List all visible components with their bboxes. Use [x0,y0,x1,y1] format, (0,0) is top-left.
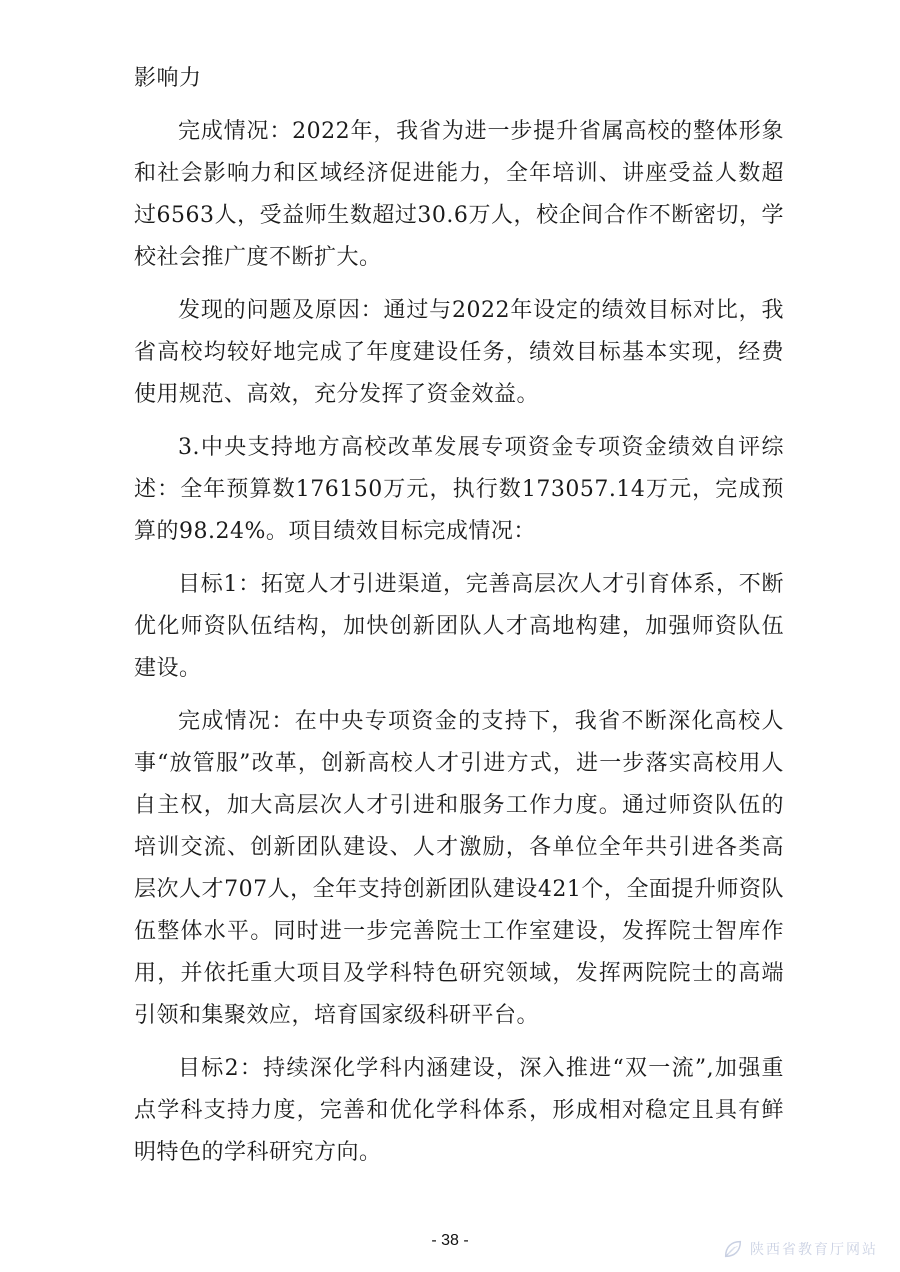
document-body [134,58,784,1174]
page-number: - 38 - [431,1232,469,1249]
paragraph-continuation: 影响力 [134,66,202,91]
paragraph-goal-1: 目标1：拓宽人才引进渠道，完善高层次人才引育体系，不断优化师资队伍结构，加快创新团队人才高地构建，加强师资队伍建设。 [134,572,784,681]
paragraph-goal-2: 目标2：持续深化学科内涵建设，深入推进“双一流”,加强重点学科支持力度，完善和优化学科体系，形成相对稳定且具有鲜明特色的学科研究方向。 [134,1056,784,1165]
paragraph-central-funding-summary: 3.中央支持地方高校改革发展专项资金专项资金绩效自评综述：全年预算数176150万元，执行数173057.14万元，完成预算的98.24%。项目绩效目标完成情况： [134,435,784,544]
leaf-logo-icon [722,1238,744,1260]
paragraph-goal-1-completion: 完成情况：在中央专项资金的支持下，我省不断深化高校人事“放管服”改革，创新高校人才引进方式，进一步落实高校用人自主权，加大高层次人才引进和服务工作力度。通过师资队伍的培训交流、创新团队建设、人才激励，各单位全年共引进各类高层次人才707人，全年支持创新团队建设421个，全面提升师资队伍整体水平。同时进一步完善院士工作室建设，发挥院士智库作用，并依托重大项目及学科特色研究领域，发挥两院院士的高端引领和集聚效应，培育国家级科研平台。 [134,709,784,1028]
paragraph-completion-status: 完成情况：2022年，我省为进一步提升省属高校的整体形象和社会影响力和区域经济促进能力，全年培训、讲座受益人数超过6563人，受益师生数超过30.6万人，校企间合作不断密切，学校社会推广度不断扩大。 [134,119,784,270]
site-watermark [722,1238,878,1260]
watermark-text: 陕西省教育厅网站 [750,1242,878,1258]
paragraph-issues-and-causes: 发现的问题及原因：通过与2022年设定的绩效目标对比，我省高校均较好地完成了年度建设任务，绩效目标基本实现，经费使用规范、高效，充分发挥了资金效益。 [134,298,784,407]
